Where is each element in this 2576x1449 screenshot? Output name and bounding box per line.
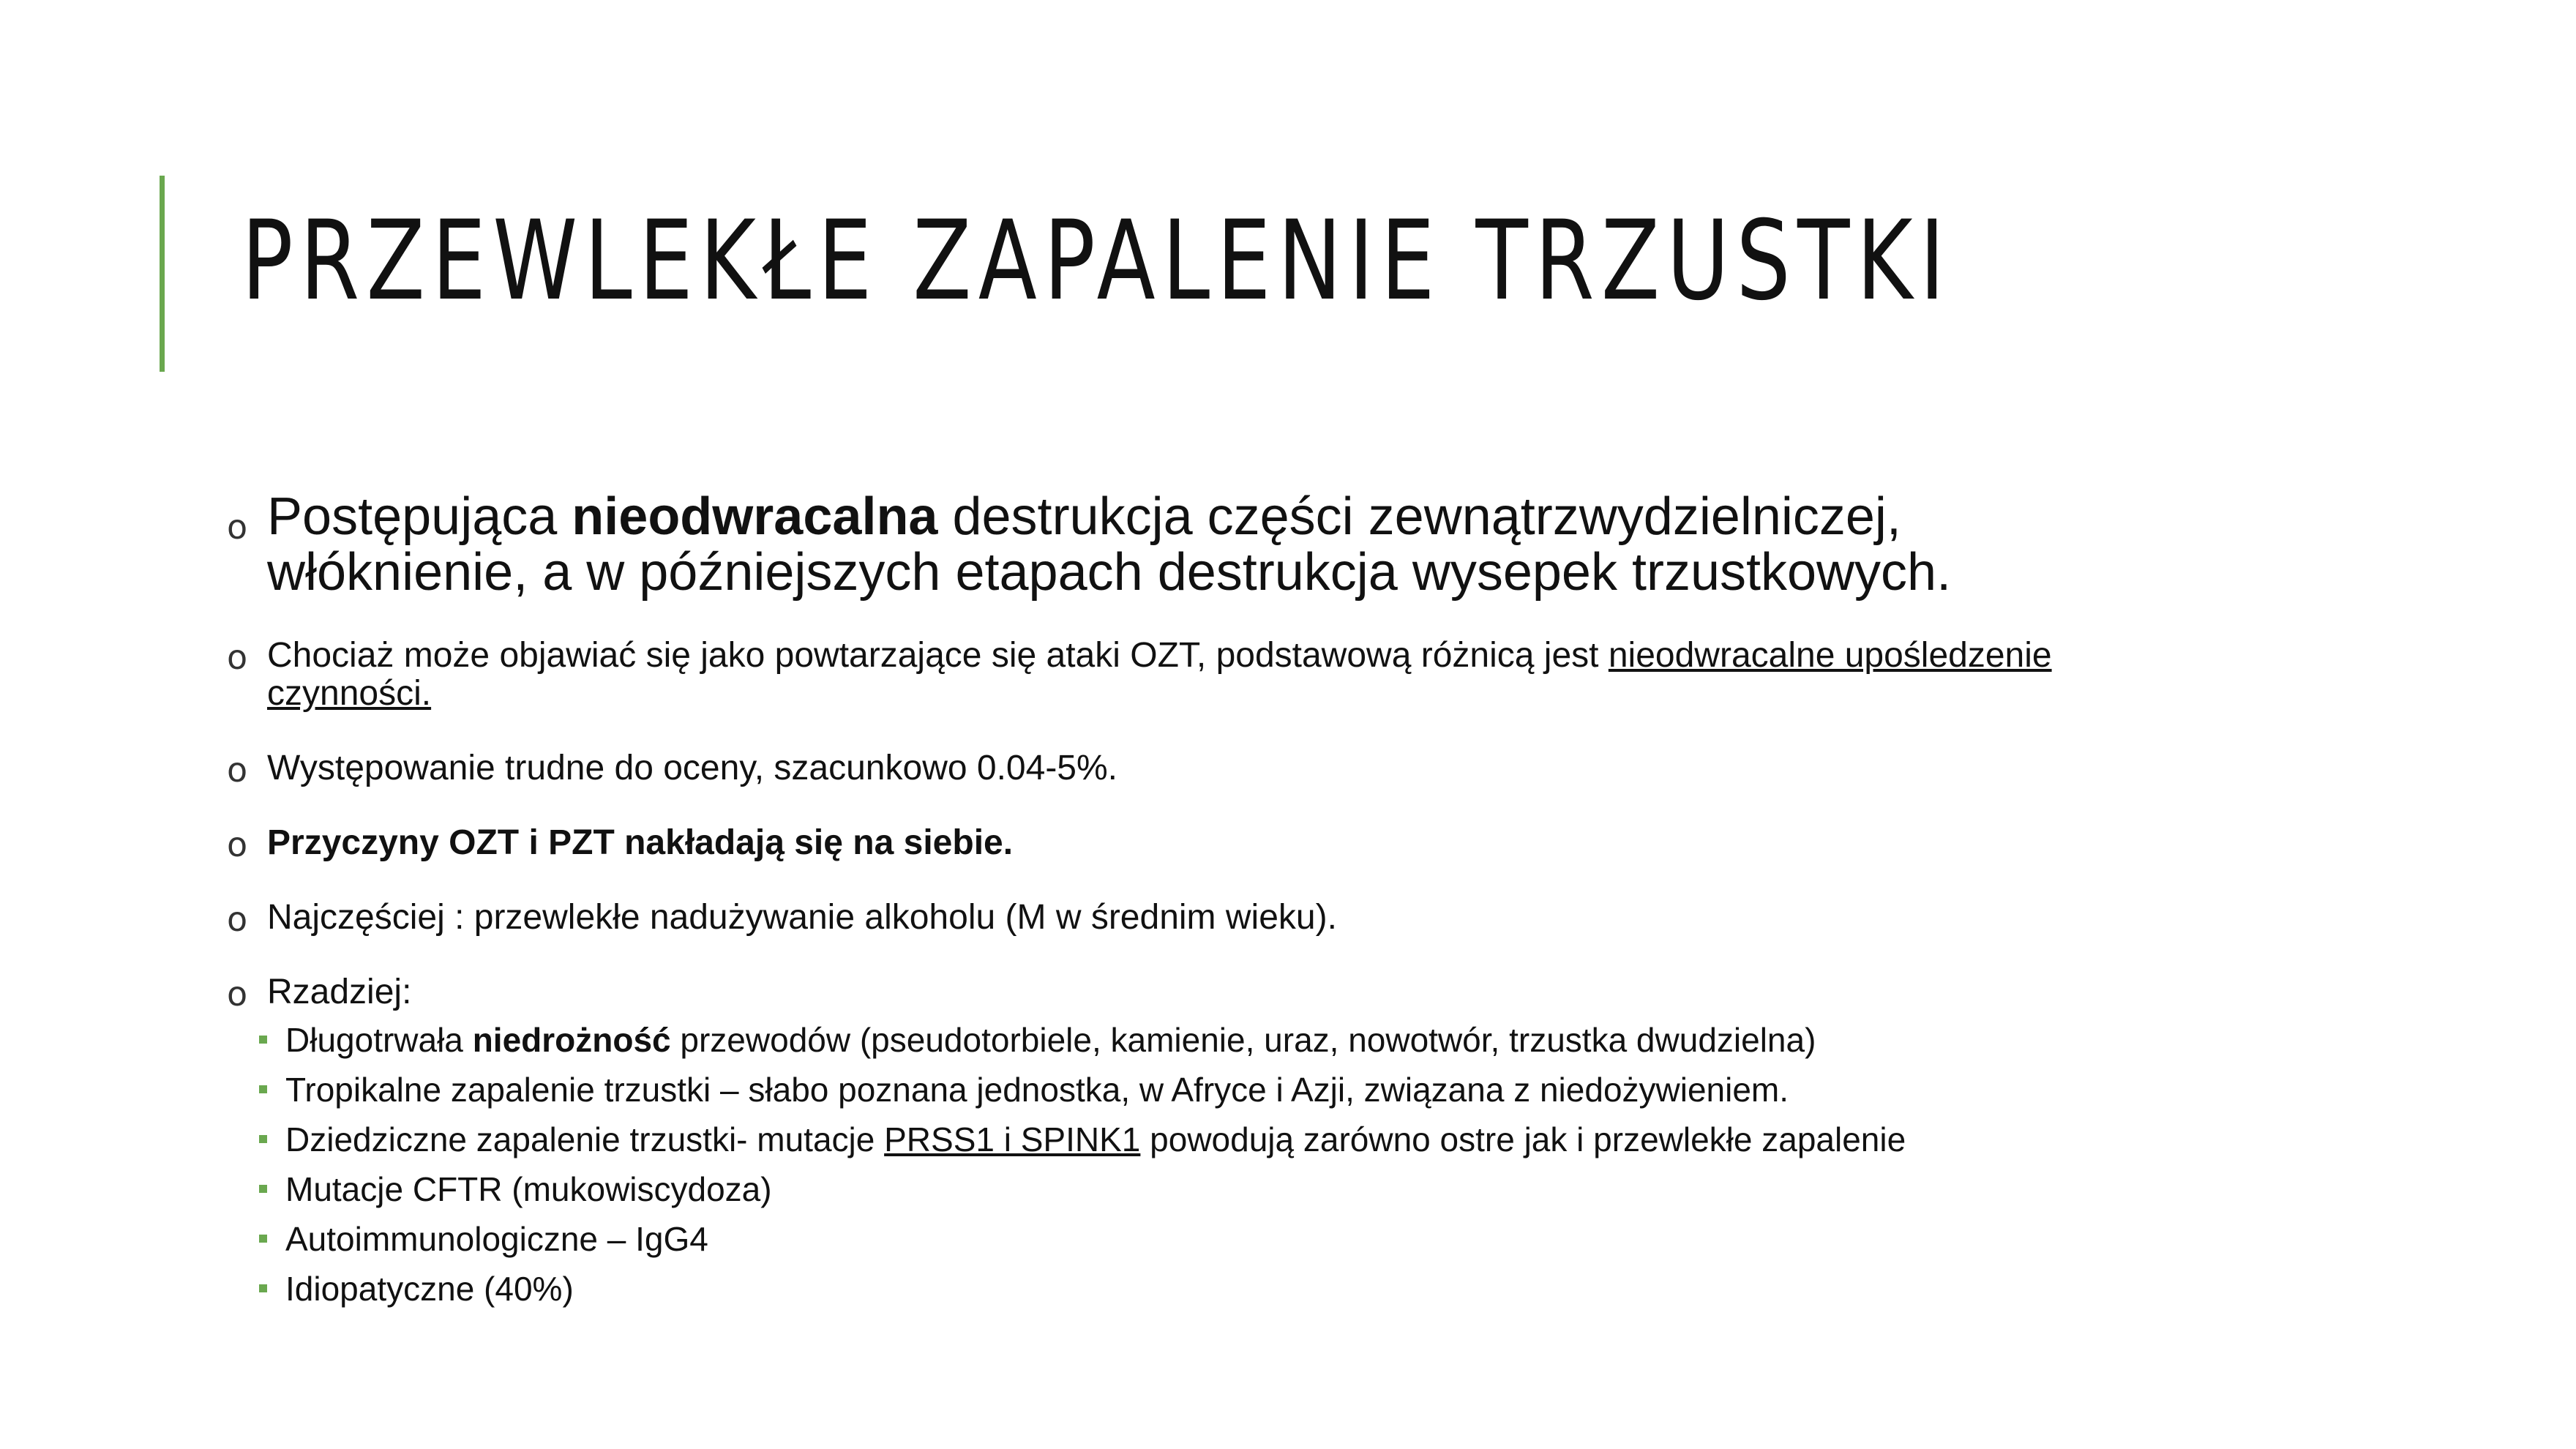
square-bullet-icon <box>259 1135 267 1143</box>
item-1-text-post: destrukcja części zewnątrzwydzielniczej, <box>937 487 1901 546</box>
bullet-item-5 <box>227 899 2305 937</box>
sub-item-5 <box>227 1214 2305 1264</box>
circle-bullet-icon: o <box>227 637 248 677</box>
item-2-text-underline: nieodwracalne upośledzenie <box>1608 636 2052 675</box>
sub-item-1-bold: niedrożność <box>472 1021 671 1059</box>
bullet-item-6 <box>227 973 2305 1014</box>
item-1-text-line2: włóknienie, a w późniejszych etapach destrukcja wysepek trzustkowych. <box>267 543 1952 602</box>
circle-bullet-icon: o <box>227 507 248 547</box>
sub-item-2 <box>227 1065 2305 1115</box>
item-2-text-pre: Chociaż może objawiać się jako powtarzające się ataki OZT, podstawową różnicą jest <box>267 636 1609 675</box>
square-bullet-icon <box>259 1085 267 1093</box>
sub-item-2-text: Tropikalne zapalenie trzustki – słabo poznana jednostka, w Afryce i Azji, związana z niedożywieniem. <box>285 1071 1789 1109</box>
sub-item-5-text: Autoimmunologiczne – IgG4 <box>285 1220 708 1258</box>
circle-bullet-icon: o <box>227 899 248 939</box>
sub-item-3-post: powodują zarówno ostre jak i przewlekłe zapalenie <box>1140 1120 1906 1158</box>
bullet-item-2 <box>227 637 2305 713</box>
slide-title: PRZEWLEKŁE ZAPALENIE TRZUSTKI <box>242 198 1952 325</box>
circle-bullet-icon: o <box>227 750 248 790</box>
square-bullet-icon <box>259 1185 267 1193</box>
square-bullet-icon <box>259 1235 267 1243</box>
circle-bullet-icon: o <box>227 974 248 1014</box>
slide-content <box>227 489 2305 1314</box>
sub-item-3-underline: PRSS1 i SPINK1 <box>884 1120 1141 1158</box>
bullet-item-4 <box>227 824 2305 862</box>
sub-item-1-pre: Długotrwała <box>285 1021 473 1059</box>
bullet-item-1 <box>227 489 2305 600</box>
item-6-text: Rzadziej: <box>267 973 412 1011</box>
sub-item-1 <box>227 1015 2305 1065</box>
item-5-text: Najczęściej : przewlekłe nadużywanie alkoholu (M w średnim wieku). <box>267 898 1337 937</box>
title-accent-bar <box>160 176 165 372</box>
sub-item-6-text: Idiopatyczne (40%) <box>285 1270 574 1308</box>
item-1-text-pre: Postępująca <box>267 487 572 546</box>
sub-item-1-post: przewodów (pseudotorbiele, kamienie, uraz, nowotwór, trzustka dwudzielna) <box>670 1021 1816 1059</box>
sub-item-4-text: Mutacje CFTR (mukowiscydoza) <box>285 1170 772 1208</box>
square-bullet-icon <box>259 1284 267 1292</box>
item-1-text-bold: nieodwracalna <box>572 487 938 546</box>
circle-bullet-icon: o <box>227 825 248 864</box>
sub-item-4 <box>227 1164 2305 1214</box>
item-2-text-underline-2: czynności. <box>267 674 432 713</box>
square-bullet-icon <box>259 1036 267 1044</box>
item-3-text: Występowanie trudne do oceny, szacunkowo 0.04-5%. <box>267 749 1118 787</box>
item-4-text-bold: Przyczyny OZT i PZT nakładają się na siebie. <box>267 823 1014 862</box>
bullet-item-3 <box>227 749 2305 790</box>
sub-item-6 <box>227 1264 2305 1314</box>
sub-item-3-pre: Dziedziczne zapalenie trzustki- mutacje <box>285 1120 885 1158</box>
sub-bullet-list <box>227 1015 2305 1314</box>
sub-item-3 <box>227 1115 2305 1164</box>
